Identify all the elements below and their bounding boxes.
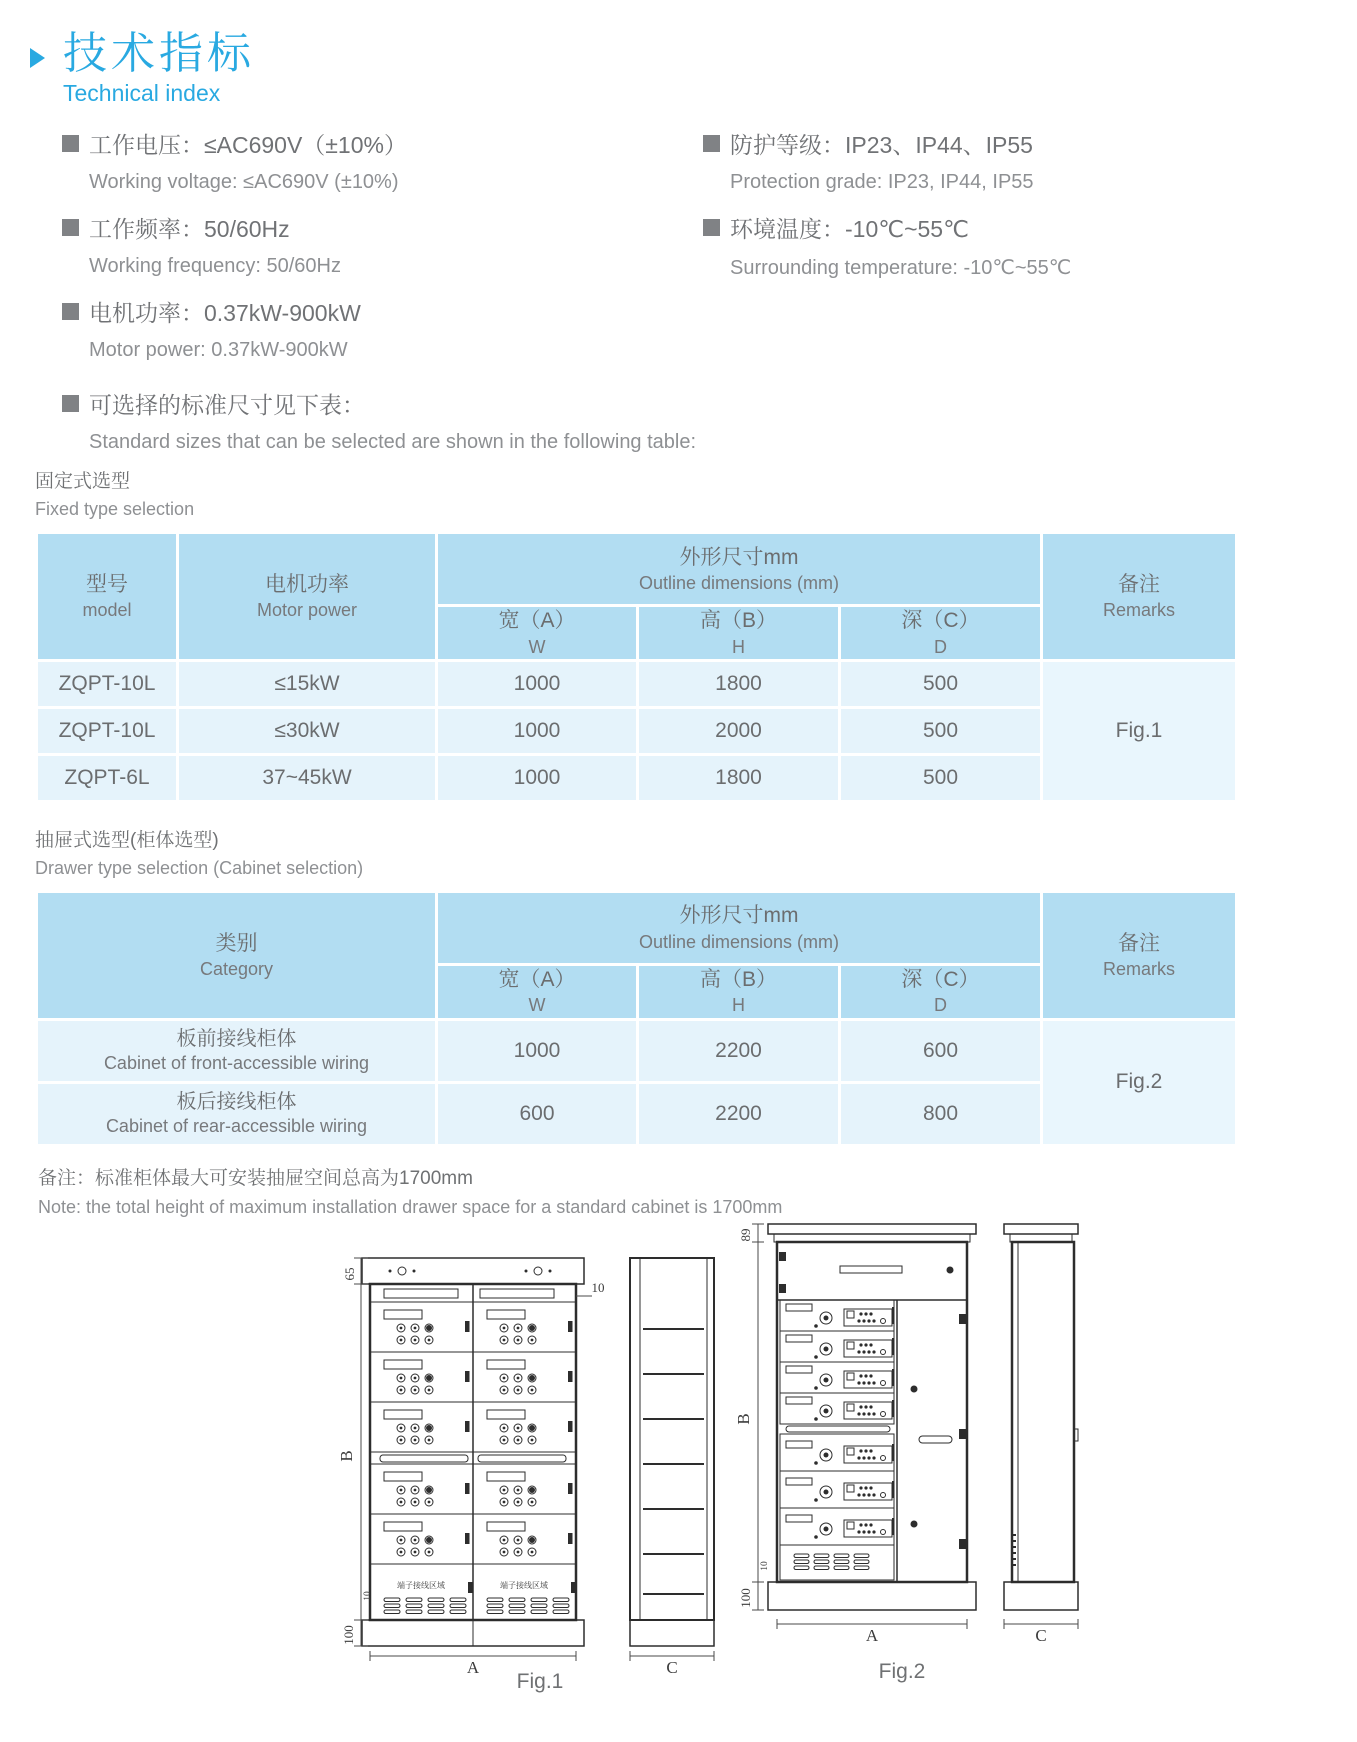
spec-en: Standard sizes that can be selected are shown in the following table: [89,431,697,454]
cell-power: 37~45kW [178,755,437,802]
spec-en: Protection grade: IP23, IP44, IP55 [730,171,1034,194]
cell-depth: 500 [840,661,1042,708]
spec-en: Working frequency: 50/60Hz [89,255,341,278]
arrow-icon [30,48,45,68]
spec-cn: 防护等级：IP23、IP44、IP55 [730,132,1033,159]
spec-en: Motor power: 0.37kW-900kW [89,339,348,362]
spec-list [62,127,1357,379]
col-header-height: 高（B） H [638,965,840,1020]
col-header-category: 类别 Category [37,892,437,1020]
fig1-dim-gap: 10 [363,1591,373,1601]
section-title-drawer: 抽屉式选型(柜体选型) [35,830,219,852]
fig1-dim-top-right: 10 [591,1279,605,1295]
fig1-front-view [362,1258,584,1646]
cell-width: 1000 [437,661,638,708]
fig1-dim-depth: C [666,1657,678,1677]
bullet-square-icon [703,219,720,236]
spec-cn: 工作电压：≤AC690V（±10%） [89,132,407,159]
page-title: 技术指标 [63,29,255,78]
table-row [37,1019,1237,1082]
figures-area [0,1222,1357,1742]
col-header-dimensions: 外形尺寸mm Outline dimensions (mm) [437,533,1042,606]
cell-power: ≤30kW [178,708,437,755]
col-header-width: 宽（A） W [437,965,638,1020]
cell-height: 1800 [638,661,840,708]
col-header-model: 型号 model [37,533,178,661]
cell-model: ZQPT-10L [37,708,178,755]
title-block [63,30,255,107]
fig1-dim-width: A [466,1657,480,1677]
spec-cn: 可选择的标准尺寸见下表： [89,392,365,419]
fig2-dim-gap: 10 [760,1561,770,1571]
cell-width: 1000 [437,708,638,755]
note-cn: 备注：标准柜体最大可安装抽屉空间总高为1700mm [38,1167,473,1189]
drawer-type-table [35,890,1238,1147]
cell-category: 板后接线柜体 Cabinet of rear-accessible wiring [37,1082,437,1145]
fig1-dim-base: 100 [341,1625,356,1645]
bullet-square-icon [62,395,79,412]
cell-remark: Fig.1 [1042,661,1237,802]
cell-model: ZQPT-10L [37,661,178,708]
col-header-depth: 深（C） D [840,606,1042,661]
table-row [37,661,1237,708]
fig2-caption: Fig.2 [878,1659,926,1683]
spec-cn: 环境温度：-10℃~55℃ [730,216,969,243]
fig2-dim-width: A [865,1625,879,1645]
spec-item-standard-sizes [62,387,1357,454]
cell-width: 600 [437,1082,638,1145]
spec-item-protection-grade [703,127,1357,194]
fig1-dim-height: B [337,1450,356,1462]
fig2-side-view [1004,1224,1078,1610]
spec-column-right [703,127,1357,379]
fig2-dim-cap: 89 [738,1228,753,1242]
spec-cn: 电机功率：0.37kW-900kW [89,300,361,327]
fig1-caption: Fig.1 [516,1669,564,1693]
bullet-square-icon [62,219,79,236]
fig2-drawing [722,1214,1082,1644]
col-header-remarks: 备注 Remarks [1042,533,1237,661]
cell-depth: 500 [840,708,1042,755]
cell-depth: 500 [840,755,1042,802]
section-subtitle-fixed: Fixed type selection [35,499,195,520]
fixed-type-table [35,531,1238,803]
cell-height: 2200 [638,1082,840,1145]
spec-en: Working voltage: ≤AC690V (±10%) [89,171,399,194]
cell-model: ZQPT-6L [37,755,178,802]
spec-column-left [62,127,703,379]
col-header-remarks: 备注 Remarks [1042,892,1237,1020]
cell-category: 板前接线柜体 Cabinet of front-accessible wiring [37,1019,437,1082]
fig1-dim-cap: 65 [342,1267,357,1281]
cell-height: 2200 [638,1019,840,1082]
col-header-height: 高（B） H [638,606,840,661]
spec-item-temperature [703,211,1357,280]
cell-width: 1000 [437,755,638,802]
page-header [0,0,1357,107]
cell-height: 1800 [638,755,840,802]
page-subtitle: Technical index [63,80,221,107]
cell-width: 1000 [437,1019,638,1082]
fig1-terminal-label: 端子接线区域 [397,1580,445,1590]
section-title-fixed: 固定式选型 [35,471,131,493]
fig2-front-view [768,1224,976,1610]
spec-item-working-frequency [62,211,703,278]
spec-en: Surrounding temperature: -10℃~55℃ [730,257,1072,280]
fig2-dim-base: 100 [738,1588,753,1608]
cell-height: 2000 [638,708,840,755]
fig1-drawing [330,1244,750,1677]
col-header-width: 宽（A） W [437,606,638,661]
fig2-dim-height: B [734,1413,753,1425]
col-header-power: 电机功率 Motor power [178,533,437,661]
cell-power: ≤15kW [178,661,437,708]
cell-remark: Fig.2 [1042,1019,1237,1145]
section-subtitle-drawer: Drawer type selection (Cabinet selection) [35,858,364,879]
cell-depth: 600 [840,1019,1042,1082]
fig1-terminal-label: 端子接线区域 [500,1580,548,1590]
cell-depth: 800 [840,1082,1042,1145]
spec-item-working-voltage [62,127,703,194]
fig2-dim-depth: C [1035,1625,1047,1645]
fig1-side-view [630,1258,714,1646]
spec-cn: 工作频率：50/60Hz [89,216,290,243]
bullet-square-icon [703,135,720,152]
bullet-square-icon [62,135,79,152]
note-en: Note: the total height of maximum installation drawer space for a standard cabinet is 1700mm [38,1196,783,1217]
col-header-dimensions: 外形尺寸mm Outline dimensions (mm) [437,892,1042,965]
spec-item-motor-power [62,295,703,362]
col-header-depth: 深（C） D [840,965,1042,1020]
bullet-square-icon [62,303,79,320]
fig1-dimensions [354,1258,714,1661]
